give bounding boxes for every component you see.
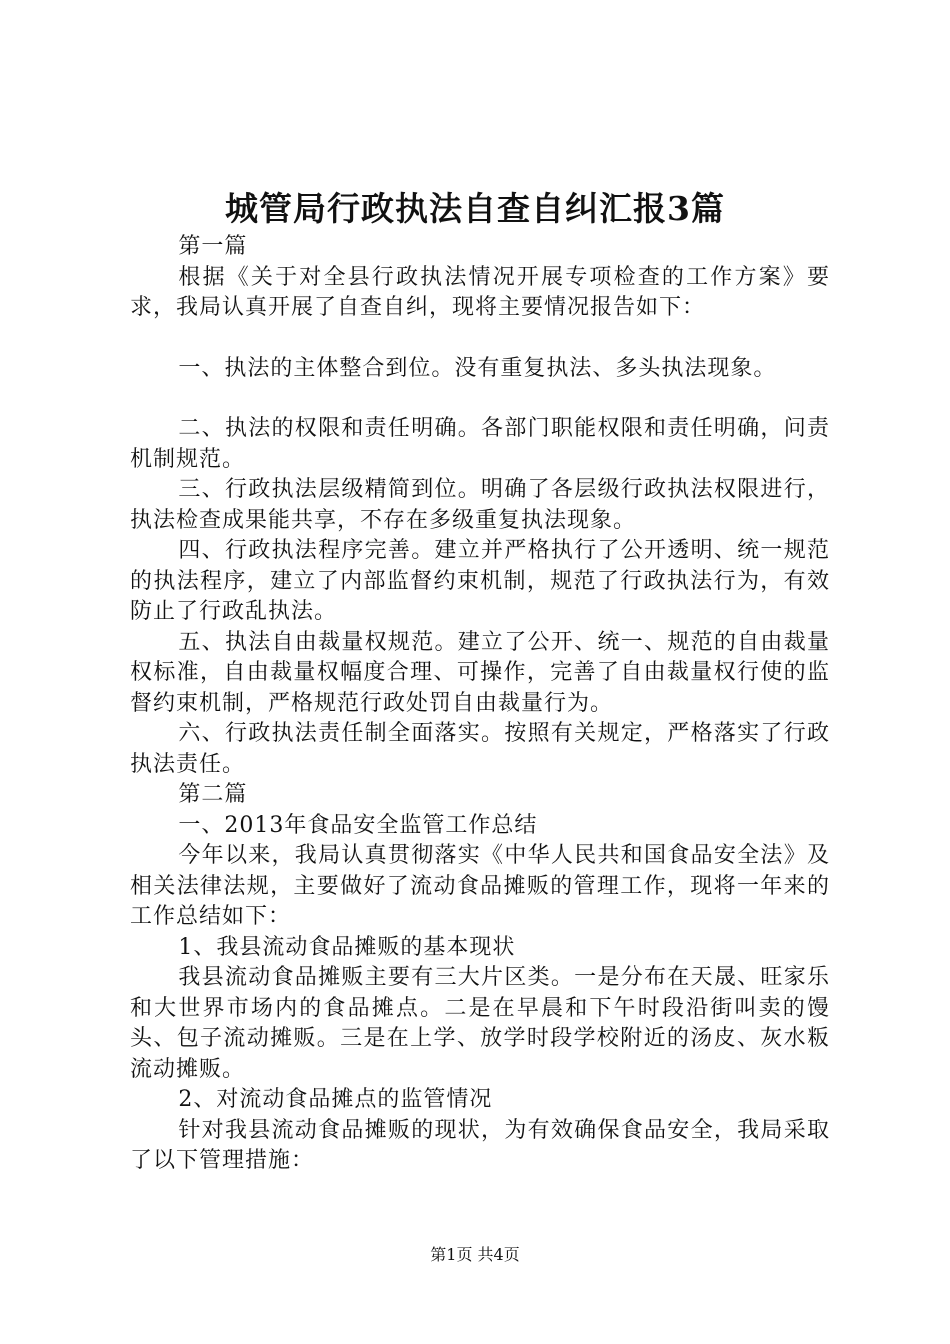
page-footer: 第1页 共4页 bbox=[430, 1245, 520, 1264]
paragraph: 三、行政执法层级精简到位。明确了各层级行政执法权限进行，执法检查成果能共享，不存在多级重复执法现象。 bbox=[130, 477, 830, 533]
subheading: 1、我县流动食品摊贩的基本现状 bbox=[178, 934, 516, 960]
paragraph: 五、执法自由裁量权规范。建立了公开、统一、规范的自由裁量权标准，自由裁量权幅度合理、可操作，完善了自由裁量权行使的监督约束机制，严格规范行政处罚自由裁量行为。 bbox=[130, 629, 830, 716]
paragraph: 我县流动食品摊贩主要有三大片区类。一是分布在天晟、旺家乐和大世界市场内的食品摊点。二是在早晨和下午时段沿街叫卖的馒头、包子流动摊贩。三是在上学、放学时段学校附近的汤皮、灰水粄流动摊贩。 bbox=[130, 965, 830, 1082]
document-title: 城管局行政执法自查自纠汇报3篇 bbox=[225, 189, 725, 228]
paragraph: 针对我县流动食品摊贩的现状，为有效确保食品安全，我局采取了以下管理措施： bbox=[130, 1117, 830, 1173]
section-heading-1: 第一篇 bbox=[178, 234, 248, 259]
paragraph: 六、行政执法责任制全面落实。按照有关规定，严格落实了行政执法责任。 bbox=[130, 721, 830, 777]
paragraph: 一、执法的主体整合到位。没有重复执法、多头执法现象。 bbox=[178, 355, 777, 381]
document-body bbox=[130, 232, 830, 1177]
paragraph: 二、执法的权限和责任明确。各部门职能权限和责任明确，问责机制规范。 bbox=[130, 416, 830, 472]
paragraph: 根据《关于对全县行政执法情况开展专项检查的工作方案》要求，我局认真开展了自查自纠，现将主要情况报告如下： bbox=[130, 264, 830, 320]
subheading: 2、对流动食品摊点的监管情况 bbox=[178, 1087, 493, 1112]
section-heading-2: 第二篇 bbox=[178, 782, 248, 807]
paragraph: 四、行政执法程序完善。建立并严格执行了公开透明、统一规范的执法程序，建立了内部监督约束机制，规范了行政执法行为，有效防止了行政乱执法。 bbox=[130, 538, 830, 624]
subheading: 一、2013年食品安全监管工作总结 bbox=[178, 812, 538, 838]
paragraph: 今年以来，我局认真贯彻落实《中华人民共和国食品安全法》及相关法律法规，主要做好了流动食品摊贩的管理工作，现将一年来的工作总结如下： bbox=[130, 843, 830, 929]
